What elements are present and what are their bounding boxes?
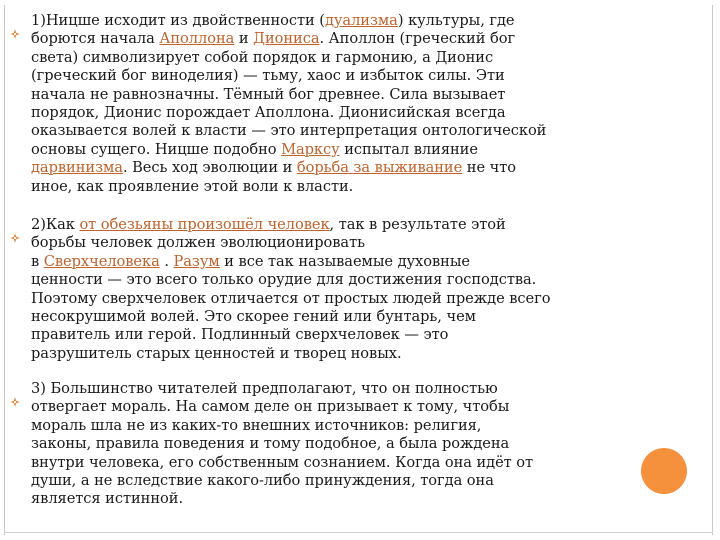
- text-segment: ) культуры, где: [397, 12, 515, 29]
- text-segment: борьбы человек должен эволюционировать: [31, 234, 365, 252]
- paragraph-1: [31, 12, 681, 196]
- text-line: [31, 159, 681, 177]
- hyperlink[interactable]: Марксу: [281, 140, 340, 158]
- text-line: [31, 326, 681, 344]
- text-line: [31, 178, 681, 196]
- text-segment: Поэтому сверхчеловек отличается от простых людей прежде всего: [31, 289, 551, 307]
- text-line: [31, 49, 681, 67]
- text-segment: оказывается волей к власти — это интерпретация онтологической: [31, 122, 547, 140]
- text-segment: правитель или герой. Подлинный сверхчеловек — это: [31, 326, 449, 344]
- text-segment: 1)Ницше исходит из двойственности (: [31, 12, 325, 29]
- text-segment: иное, как проявление этой воли к власти.: [31, 177, 354, 195]
- text-line: [31, 454, 681, 472]
- text-line: [31, 490, 681, 508]
- text-line: [31, 435, 681, 453]
- text-line: [31, 122, 681, 140]
- text-segment: , так в результате этой: [329, 216, 506, 233]
- ornamental-bullet-icon: [10, 233, 20, 243]
- text-line: [31, 417, 681, 435]
- hyperlink[interactable]: борьба за выживание: [296, 159, 463, 177]
- text-segment: . Аполлон (греческий бог: [319, 30, 516, 48]
- text-segment: не что: [462, 159, 517, 177]
- text-line: [31, 380, 681, 398]
- text-segment: основы сущего. Ницше подобно: [31, 140, 282, 158]
- text-line: [31, 290, 681, 308]
- text-line: [31, 30, 681, 48]
- slide-bottom-border: [4, 532, 713, 533]
- ornamental-bullet-icon: [10, 397, 20, 407]
- ornamental-bullet-icon: [10, 29, 20, 39]
- text-line: [31, 104, 681, 122]
- hyperlink[interactable]: дуализма: [324, 12, 398, 29]
- text-segment: в: [31, 252, 44, 270]
- text-segment: начала не равнозначны. Тёмный бог древнее. Сила вызывает: [31, 85, 506, 103]
- text-line: [31, 67, 681, 85]
- text-segment: .: [159, 252, 174, 270]
- text-line: [31, 234, 681, 252]
- hyperlink[interactable]: Разум: [173, 252, 220, 270]
- hyperlink[interactable]: от обезьяны произошёл человек: [79, 216, 330, 233]
- hyperlink[interactable]: Диониса: [253, 30, 320, 48]
- text-line: [31, 271, 681, 289]
- text-segment: 2)Как: [31, 216, 80, 233]
- text-segment: испытал влияние: [339, 140, 478, 158]
- paragraph-3: [31, 380, 681, 509]
- text-segment: мораль шла не из каких-то внешних источников: религия,: [31, 416, 482, 434]
- text-segment: несокрушимой волей. Это скорее гений или бунтарь, чем: [31, 307, 476, 325]
- text-segment: порядок, Дионис порождает Аполлона. Дионисийская всегда: [31, 103, 506, 121]
- text-segment: души, а не вследствие какого-либо принуждения, тогда она: [31, 471, 494, 489]
- text-line: [31, 398, 681, 416]
- hyperlink[interactable]: Сверхчеловека: [43, 252, 160, 270]
- text-line: [31, 86, 681, 104]
- text-line: [31, 253, 681, 271]
- text-segment: отвергает мораль. На самом деле он призывает к тому, чтобы: [31, 398, 510, 416]
- text-segment: света) символизирует собой порядок и гармонию, а Дионис: [31, 48, 494, 66]
- text-segment: является истинной.: [31, 490, 184, 508]
- orange-circle-decoration: [641, 448, 687, 494]
- paragraph-2: [31, 216, 681, 363]
- text-segment: (греческий бог виноделия) — тьму, хаос и избыток силы. Эти: [31, 67, 505, 85]
- text-segment: . Весь ход эволюции и: [122, 159, 297, 177]
- text-segment: внутри человека, его собственным сознанием. Когда она идёт от: [31, 453, 534, 471]
- text-line: [31, 12, 681, 30]
- text-line: [31, 216, 681, 234]
- text-line: [31, 308, 681, 326]
- text-segment: разрушитель старых ценностей и творец новых.: [31, 344, 402, 362]
- hyperlink[interactable]: дарвинизма: [31, 159, 123, 177]
- text-segment: и: [234, 30, 254, 48]
- text-segment: законы, правила поведения и тому подобное, а была рождена: [31, 435, 510, 453]
- text-segment: борются начала: [31, 30, 160, 48]
- text-line: [31, 472, 681, 490]
- hyperlink[interactable]: Аполлона: [159, 30, 235, 48]
- text-segment: ценности — это всего только орудие для достижения господства.: [31, 271, 537, 289]
- text-line: [31, 345, 681, 363]
- text-line: [31, 141, 681, 159]
- text-segment: 3) Большинство читателей предполагают, что он полностью: [31, 380, 498, 397]
- text-segment: и все так называемые духовные: [219, 252, 470, 270]
